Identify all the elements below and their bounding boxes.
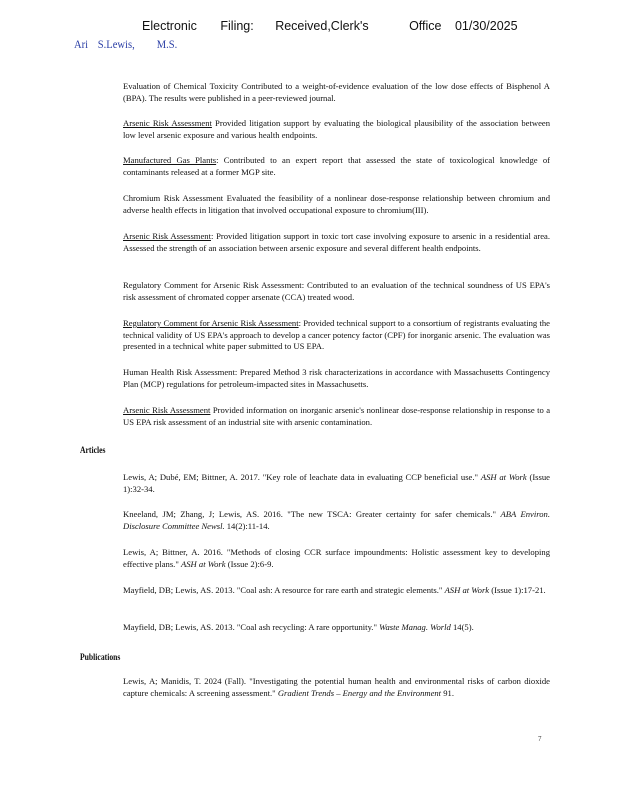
author-name (74, 37, 177, 52)
filing-header-label: Received,Clerk's (275, 19, 369, 33)
article-citation: Mayfield, DB; Lewis, AS. 2013. "Coal ash: A resource for rare earth and strategic elements." (123, 585, 445, 595)
article-entry (123, 472, 550, 495)
publications-heading: Publications (80, 652, 121, 662)
articles-heading: Articles (80, 445, 106, 455)
filing-header-label: Electronic (142, 19, 197, 33)
article-citation: Mayfield, DB; Lewis, AS. 2013. "Coal ash recycling: A rare opportunity." (123, 622, 380, 632)
article-entry (123, 547, 550, 570)
experience-entry (123, 155, 550, 178)
entry-text: Evaluated the feasibility of a nonlinear dose-response relationship between chromium and adverse health effects in litigation that involved occupational exposure to chromium(III). (123, 193, 551, 215)
entry-text: : Provided technical support to a consortium of registrants evaluating the technical validity of US EPA's approach to develop a cancer potency factor (CPF) for inorganic arsenic. The evaluation was presented in a technical white paper submitted to US EPA. (123, 318, 550, 352)
entry-text: Provided litigation support by evaluating the biological plausibility of the association between low level arsenic exposure and various health endpoints. (123, 118, 550, 140)
filing-header-label: Office (409, 19, 442, 33)
author-degree: M.S. (156, 37, 178, 51)
filing-header (142, 19, 518, 33)
article-issue: 14(5). (450, 622, 474, 632)
author-last-name: S.Lewis, (97, 37, 135, 51)
entry-lead: Arsenic Risk Assessment (123, 118, 212, 128)
publication-citation: Lewis, A; Manidis, T. 2024 (Fall). "Investigating the potential human health and environmental risks of carbon dioxide capture chemicals: A screening assessment." (123, 676, 550, 698)
publication-issue: 91. (441, 687, 454, 698)
article-journal: Waste Manag. World (379, 622, 451, 632)
entry-lead: Human Health Risk Assessment (123, 367, 235, 377)
article-citation: Lewis, A; Bittner, A. 2016. "Methods of closing CCR surface impoundments: Holistic assessment key to developing effective plans." (123, 547, 550, 569)
entry-text: : Provided litigation support in toxic tort case involving exposure to arsenic in a residential area. Assessed the strength of an association between arsenic exposure and several different health endpoints. (123, 231, 551, 253)
entry-text: : Prepared Method 3 risk characterizations in accordance with Massachusetts Contingency Plan (MCP) regulations for petroleum-impacted sites in Massachusetts. (123, 367, 550, 389)
experience-entry (123, 231, 550, 254)
experience-entry (123, 280, 550, 303)
article-journal: ASH at Work (480, 472, 527, 482)
experience-entry (123, 405, 550, 428)
entry-lead: Regulatory Comment for Arsenic Risk Assessment (123, 318, 299, 328)
article-issue: (Issue 1):32-34. (123, 472, 550, 494)
experience-entry (123, 193, 550, 216)
article-entry (123, 585, 550, 597)
article-issue: (Issue 2):6-9. (225, 558, 274, 569)
entry-text: : Contributed to an expert report that assessed the state of toxicological knowledge of contaminants released at a former MGP site. (123, 155, 550, 177)
article-entry (123, 509, 550, 532)
filing-header-label: Filing: (220, 19, 254, 33)
article-journal: ABA Environ. Disclosure Committee Newsl. (123, 509, 550, 531)
entry-lead: Arsenic Risk Assessment (123, 405, 211, 415)
article-entry (123, 622, 550, 634)
article-citation: Lewis, A; Dubé, EM; Bittner, A. 2017. "Key role of leachate data in evaluating CCP beneficial use." (123, 472, 481, 482)
entry-lead: Evaluation of Chemical Toxicity (123, 81, 239, 91)
entry-text: : Contributed to an evaluation of the technical soundness of US EPA's risk assessment of chromated copper arsenate (CCA) treated wood. (123, 280, 551, 302)
filing-date: 01/30/2025 (454, 19, 518, 33)
experience-entry (123, 318, 550, 353)
author-first-name: Ari (74, 37, 89, 51)
entry-lead: Manufactured Gas Plants (123, 155, 217, 165)
entry-text: Contributed to a weight-of-evidence evaluation of the low dose effects of Bisphenol A (BPA). The results were published in a peer-reviewed journal. (123, 81, 550, 103)
experience-entry (123, 81, 550, 104)
experience-entry (123, 367, 550, 390)
experience-entry (123, 118, 550, 141)
article-issue: (Issue 1):17-21. (489, 585, 546, 595)
entry-lead: Regulatory Comment for Arsenic Risk Assessment (123, 280, 302, 290)
article-journal: ASH at Work (444, 585, 490, 595)
entry-text: Provided information on inorganic arsenic's nonlinear dose-response relationship in response to a US EPA risk assessment of an industrial site with arsenic contamination. (123, 405, 551, 427)
publication-entry (123, 676, 550, 699)
article-journal: ASH at Work (181, 558, 226, 569)
article-citation: Kneeland, JM; Zhang, J; Lewis, AS. 2016. "The new TSCA: Greater certainty for safer chemicals." (123, 509, 501, 519)
article-issue: 14(2):11-14. (224, 520, 270, 531)
entry-lead: Arsenic Risk Assessment (123, 231, 211, 241)
publication-journal: Gradient Trends – Energy and the Environment (277, 687, 442, 698)
entry-lead: Chromium Risk Assessment (123, 193, 224, 203)
page-number: 7 (538, 735, 542, 743)
